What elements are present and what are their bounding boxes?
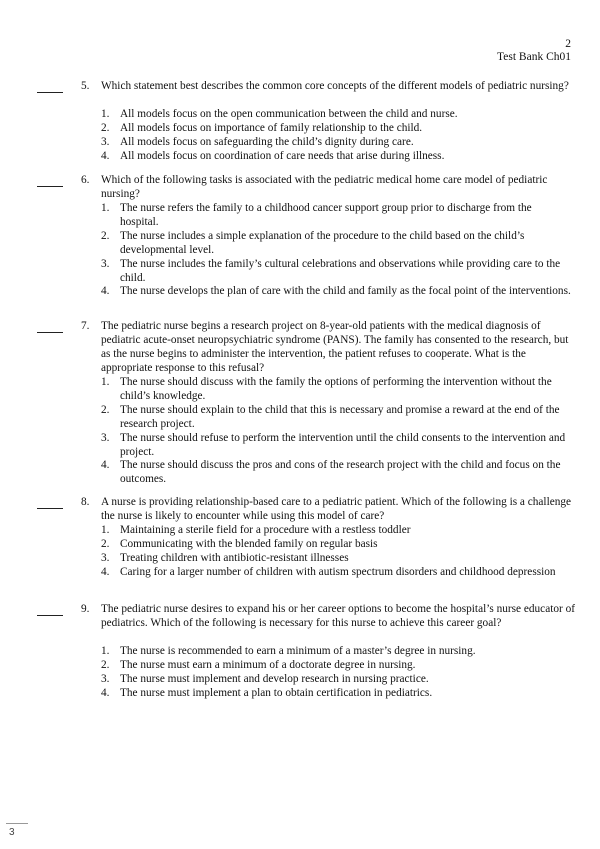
option-label: 4. xyxy=(101,149,110,162)
option-list xyxy=(101,524,571,580)
question-number: 7. xyxy=(81,320,90,332)
option-text: The nurse should explain to the child that this is necessary and promise a reward at the end of the research project. xyxy=(120,403,560,430)
option-text: The nurse refers the family to a childhood cancer support group prior to discharge from the hospital. xyxy=(120,202,532,228)
option-label: 4. xyxy=(101,459,110,472)
option-item xyxy=(101,566,571,580)
option-label: 1. xyxy=(101,524,110,536)
option-item xyxy=(101,432,571,460)
option-item xyxy=(101,645,571,659)
option-list xyxy=(101,108,571,164)
option-list xyxy=(101,202,571,299)
option-item xyxy=(101,108,571,122)
option-text: The nurse develops the plan of care with the child and family as the focal point of the interventions. xyxy=(120,285,571,298)
option-text: The nurse should discuss with the family the options of performing the intervention without the child’s knowledge. xyxy=(120,376,552,402)
option-label: 2. xyxy=(101,658,110,671)
option-text: The nurse must earn a minimum of a doctorate degree in nursing. xyxy=(120,658,416,671)
option-item xyxy=(101,136,571,150)
option-item xyxy=(101,538,571,552)
question-stem: The pediatric nurse begins a research project on 8-year-old patients with the medical diagnosis of pediatric acute-onset neuropsychiatric syndrome (PANS). The family has consented to the research, but as the nurse begins to administer the intervention, the patient refuses to cooperate. What is the appropriate response to this refusal? xyxy=(101,320,569,374)
option-label: 1. xyxy=(101,645,110,657)
answer-blank[interactable] xyxy=(37,508,63,509)
option-label: 3. xyxy=(101,551,110,564)
option-label: 3. xyxy=(101,672,110,685)
question-number: 6. xyxy=(81,174,90,186)
question-stem: Which of the following tasks is associated with the pediatric medical home care model of pediatric nursing? xyxy=(101,174,548,200)
page-header xyxy=(497,38,571,64)
option-text: Communicating with the blended family on regular basis xyxy=(120,537,378,550)
answer-blank[interactable] xyxy=(37,92,63,93)
option-label: 2. xyxy=(101,537,110,550)
option-label: 2. xyxy=(101,121,110,134)
question-stem: Which statement best describes the common core concepts of the different models of pediatric nursing? xyxy=(101,80,569,92)
option-item xyxy=(101,659,571,673)
option-label: 1. xyxy=(101,202,110,214)
option-text: The nurse must implement a plan to obtain certification in pediatrics. xyxy=(120,686,433,699)
header-title: Test Bank Ch01 xyxy=(497,51,571,63)
option-item xyxy=(101,404,571,432)
option-label: 1. xyxy=(101,108,110,120)
option-text: The nurse is recommended to earn a minimum of a master’s degree in nursing. xyxy=(120,645,476,657)
answer-blank[interactable] xyxy=(37,332,63,333)
option-item xyxy=(101,285,571,299)
question-number: 9. xyxy=(81,603,90,615)
footer-divider xyxy=(6,823,28,824)
option-text: The nurse should discuss the pros and cons of the research project with the child and focus on the outcomes. xyxy=(120,459,561,486)
option-label: 4. xyxy=(101,565,110,578)
option-label: 2. xyxy=(101,229,110,242)
answer-blank[interactable] xyxy=(37,186,63,187)
option-item xyxy=(101,673,571,687)
option-label: 4. xyxy=(101,285,110,298)
option-text: The nurse includes the family’s cultural celebrations and observations while providing care to the child. xyxy=(120,257,561,284)
option-item xyxy=(101,258,571,286)
option-text: The nurse must implement and develop research in nursing practice. xyxy=(120,672,429,685)
option-text: Caring for a larger number of children with autism spectrum disorders and childhood depression xyxy=(120,565,556,578)
option-item xyxy=(101,230,571,258)
option-label: 3. xyxy=(101,257,110,270)
option-label: 1. xyxy=(101,376,110,388)
option-item xyxy=(101,150,571,164)
option-label: 2. xyxy=(101,403,110,416)
header-page-number: 2 xyxy=(565,38,571,50)
answer-blank[interactable] xyxy=(37,615,63,616)
question-number: 8. xyxy=(81,496,90,508)
question-number: 5. xyxy=(81,80,90,92)
option-text: Treating children with antibiotic-resistant illnesses xyxy=(120,551,349,564)
option-text: Maintaining a sterile field for a procedure with a restless toddler xyxy=(120,524,411,536)
option-text: All models focus on safeguarding the child’s dignity during care. xyxy=(120,135,414,148)
option-text: All models focus on the open communication between the child and nurse. xyxy=(120,108,458,120)
option-label: 3. xyxy=(101,431,110,444)
option-item xyxy=(101,376,571,404)
option-item xyxy=(101,459,571,487)
question-stem: A nurse is providing relationship-based care to a pediatric patient. Which of the following is a challenge the nurse is likely to encounter while using this model of care? xyxy=(101,496,572,522)
option-list xyxy=(101,376,571,487)
option-text: All models focus on coordination of care needs that arise during illness. xyxy=(120,149,445,162)
option-text: The nurse includes a simple explanation of the procedure to the child based on the child’s developmental level. xyxy=(120,229,525,256)
option-item xyxy=(101,687,571,701)
option-item xyxy=(101,122,571,136)
footer-page-number: 3 xyxy=(9,827,15,838)
option-item xyxy=(101,524,571,538)
option-list xyxy=(101,645,571,701)
option-item xyxy=(101,552,571,566)
option-text: The nurse should refuse to perform the intervention until the child consents to the intervention and project. xyxy=(120,431,566,458)
question-stem: The pediatric nurse desires to expand his or her career options to become the hospital’s nurse educator of pediatrics. Which of the following is necessary for this nurse to achieve this career goal? xyxy=(101,603,575,629)
option-label: 3. xyxy=(101,135,110,148)
option-item xyxy=(101,202,571,230)
option-label: 4. xyxy=(101,686,110,699)
option-text: All models focus on importance of family relationship to the child. xyxy=(120,121,423,134)
